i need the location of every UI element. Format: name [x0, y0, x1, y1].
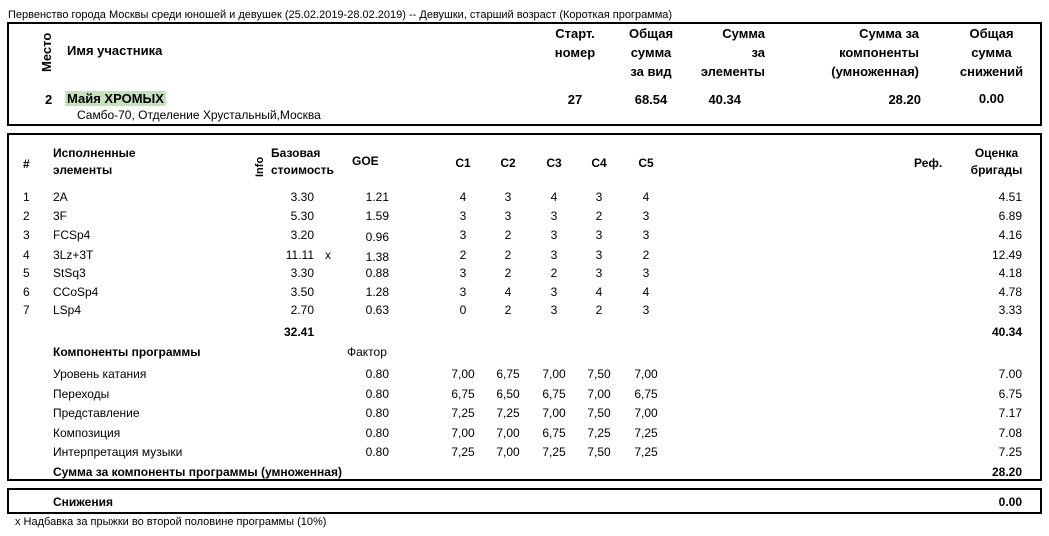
element-judge-c5: 3: [642, 303, 650, 317]
element-goe: 1.21: [365, 190, 389, 204]
element-name: FCSp4: [53, 228, 91, 242]
place-header: Место: [39, 32, 54, 72]
element-panel-score: 12.49: [991, 248, 1022, 262]
element-judge-c5: 4: [642, 285, 650, 299]
component-judge-c2: 7,00: [496, 445, 520, 459]
col-num-header: #: [23, 157, 30, 171]
event-title: Первенство города Москвы среди юношей и девушек (25.02.2019-28.02.2019) -- Девушки, старший возраст (Короткая программа): [8, 9, 673, 21]
element-goe: 0.63: [365, 303, 389, 317]
element-panel-score: 4.18: [998, 266, 1022, 280]
elements-header-1: Сумма: [722, 26, 765, 41]
component-judge-c5: 7,00: [634, 406, 658, 420]
component-judge-c2: 6,75: [496, 367, 520, 381]
element-judge-c2: 2: [504, 303, 512, 317]
element-judge-c1: 3: [459, 209, 467, 223]
element-base-value: 11.11: [285, 248, 314, 262]
deductions-total-value: 0.00: [998, 495, 1022, 509]
element-judge-c1: 0: [459, 303, 467, 317]
element-judge-c4: 3: [595, 190, 603, 204]
element-base-value: 2.70: [290, 303, 314, 317]
component-judge-c5: 6,75: [634, 387, 658, 401]
element-panel-score: 4.16: [998, 228, 1022, 242]
col-base-header-2: стоимость: [271, 163, 334, 177]
element-num: 4: [23, 248, 30, 262]
element-judge-c2: 3: [504, 209, 512, 223]
element-judge-c1: 3: [459, 228, 467, 242]
col-c3-header: C3: [546, 156, 562, 170]
col-base-header-1: Базовая: [271, 146, 321, 160]
details-box: [7, 133, 1042, 481]
components-score-value: 28.20: [888, 92, 921, 107]
element-num: 6: [23, 285, 30, 299]
elements-header-2: за: [751, 45, 765, 60]
element-name: 3Lz+3T: [53, 248, 94, 262]
footnote: x Надбавка за прыжки во второй половине программы (10%): [15, 516, 327, 528]
element-judge-c4: 3: [595, 228, 603, 242]
component-factor: 0.80: [365, 367, 389, 381]
deductions-label: Снижения: [53, 495, 113, 509]
element-judge-c1: 3: [459, 285, 467, 299]
component-factor: 0.80: [365, 445, 389, 459]
element-name: 3F: [53, 209, 68, 223]
component-judge-c3: 7,00: [542, 367, 566, 381]
element-name: LSp4: [53, 303, 82, 317]
element-num: 7: [23, 303, 30, 317]
element-base-value: 3.20: [290, 228, 314, 242]
element-judge-c3: 3: [550, 303, 558, 317]
component-panel-score: 7.17: [998, 406, 1022, 420]
skater-name: Майя ХРОМЫХ: [67, 91, 164, 106]
component-judge-c3: 7,25: [542, 445, 566, 459]
element-judge-c1: 2: [459, 248, 467, 262]
element-judge-c5: 2: [642, 248, 650, 262]
element-info: x: [325, 248, 331, 262]
component-judge-c2: 7,00: [496, 426, 520, 440]
component-judge-c3: 6,75: [542, 387, 566, 401]
component-judge-c5: 7,25: [634, 445, 658, 459]
col-panel-header-1: Оценка: [974, 146, 1019, 160]
components-header-2: компоненты: [839, 45, 919, 60]
element-judge-c5: 4: [642, 190, 650, 204]
component-judge-c1: 7,00: [451, 367, 475, 381]
col-info-header: Info: [254, 156, 266, 177]
element-num: 1: [23, 190, 30, 204]
component-name: Переходы: [53, 387, 110, 401]
deductions-header-1: Общая: [969, 26, 1014, 41]
element-goe: 1.38: [365, 250, 389, 264]
component-factor: 0.80: [365, 387, 389, 401]
component-judge-c2: 7,25: [496, 406, 520, 420]
factor-header: Фактор: [347, 345, 387, 359]
col-c2-header: C2: [500, 156, 516, 170]
element-name: CCoSp4: [53, 285, 99, 299]
name-header: Имя участника: [67, 43, 163, 58]
elements-header-3: элементы: [700, 64, 765, 79]
element-base-value: 3.30: [290, 266, 314, 280]
component-judge-c3: 7,00: [542, 406, 566, 420]
components-total-label: Сумма за компоненты программы (умноженная): [53, 465, 342, 479]
element-panel-score: 4.51: [998, 190, 1022, 204]
component-name: Представление: [53, 406, 140, 420]
component-judge-c4: 7,25: [587, 426, 611, 440]
component-panel-score: 7.08: [998, 426, 1022, 440]
start-no-header-2: номер: [554, 45, 596, 60]
col-element-header-2: элементы: [53, 163, 113, 177]
deductions-header-3: снижений: [959, 64, 1024, 79]
start-no-value: 27: [567, 92, 583, 107]
component-judge-c5: 7,00: [634, 367, 658, 381]
element-num: 2: [23, 209, 30, 223]
component-panel-score: 6.75: [998, 387, 1022, 401]
element-judge-c3: 2: [550, 266, 558, 280]
component-judge-c4: 7,50: [587, 406, 611, 420]
skater-club: Самбо-70, Отделение Хрустальный,Москва: [77, 108, 321, 122]
component-name: Композиция: [53, 426, 121, 440]
element-judge-c4: 3: [595, 248, 603, 262]
element-judge-c1: 3: [459, 266, 467, 280]
col-panel-header-2: бригады: [970, 163, 1023, 177]
deductions-value: 0.00: [978, 91, 1005, 106]
start-no-header-1: Старт.: [555, 26, 595, 41]
element-judge-c2: 2: [504, 266, 512, 280]
element-num: 3: [23, 228, 30, 242]
component-judge-c1: 6,75: [451, 387, 475, 401]
element-panel-score: 6.89: [998, 209, 1022, 223]
col-c4-header: C4: [591, 156, 607, 170]
total-header-2: сумма: [630, 45, 672, 60]
components-title: Компоненты программы: [53, 345, 201, 359]
col-c5-header: C5: [638, 156, 654, 170]
component-name: Уровень катания: [53, 367, 147, 381]
element-judge-c3: 3: [550, 228, 558, 242]
element-judge-c5: 3: [642, 228, 650, 242]
component-judge-c4: 7,50: [587, 445, 611, 459]
element-name: StSq3: [53, 266, 86, 280]
element-judge-c4: 2: [595, 209, 603, 223]
component-name: Интерпретация музыки: [53, 445, 183, 459]
element-judge-c3: 3: [550, 209, 558, 223]
element-judge-c4: 3: [595, 266, 603, 280]
component-factor: 0.80: [365, 426, 389, 440]
element-base-value: 5.30: [290, 209, 314, 223]
element-judge-c1: 4: [459, 190, 467, 204]
deductions-header-2: сумма: [971, 45, 1012, 60]
components-header-1: Сумма за: [859, 26, 919, 41]
components-total-value: 28.20: [991, 465, 1022, 479]
element-judge-c2: 4: [504, 285, 512, 299]
element-goe: 1.59: [365, 209, 389, 223]
component-factor: 0.80: [365, 406, 389, 420]
component-judge-c1: 7,25: [451, 406, 475, 420]
col-element-header-1: Исполненные: [53, 146, 136, 160]
col-goe-header: GOE: [352, 154, 379, 168]
element-goe: 0.88: [365, 266, 389, 280]
total-value: 68.54: [634, 92, 668, 107]
summary-box: [7, 22, 1042, 126]
element-goe: 0.96: [365, 230, 389, 244]
element-judge-c3: 3: [550, 285, 558, 299]
element-judge-c2: 3: [504, 190, 512, 204]
element-num: 5: [23, 266, 30, 280]
element-judge-c2: 2: [504, 248, 512, 262]
element-name: 2A: [53, 190, 68, 204]
component-judge-c1: 7,00: [451, 426, 475, 440]
deductions-box: [7, 488, 1042, 514]
component-judge-c2: 6,50: [496, 387, 520, 401]
element-panel-score: 4.78: [998, 285, 1022, 299]
total-header-3: за вид: [630, 64, 672, 79]
element-goe: 1.28: [365, 285, 389, 299]
element-judge-c3: 3: [550, 248, 558, 262]
element-base-value: 3.30: [290, 190, 314, 204]
element-judge-c4: 4: [595, 285, 603, 299]
base-total: 32.41: [283, 325, 314, 339]
component-judge-c1: 7,25: [451, 445, 475, 459]
element-judge-c2: 2: [504, 228, 512, 242]
col-c1-header: C1: [455, 156, 471, 170]
element-judge-c4: 2: [595, 303, 603, 317]
element-judge-c3: 4: [550, 190, 558, 204]
elements-score-total: 40.34: [991, 325, 1022, 339]
place-value: 2: [45, 92, 53, 107]
element-judge-c5: 3: [642, 266, 650, 280]
component-judge-c4: 7,50: [587, 367, 611, 381]
components-header-3: (умноженная): [831, 64, 919, 79]
col-ref-header: Реф.: [914, 156, 943, 170]
component-judge-c3: 6,75: [542, 426, 566, 440]
element-judge-c5: 3: [642, 209, 650, 223]
component-judge-c5: 7,25: [634, 426, 658, 440]
component-judge-c4: 7,00: [587, 387, 611, 401]
component-panel-score: 7.00: [998, 367, 1022, 381]
total-header-1: Общая: [628, 26, 674, 41]
element-base-value: 3.50: [290, 285, 314, 299]
component-panel-score: 7.25: [998, 445, 1022, 459]
elements-score-value: 40.34: [708, 92, 741, 107]
element-panel-score: 3.33: [998, 303, 1022, 317]
